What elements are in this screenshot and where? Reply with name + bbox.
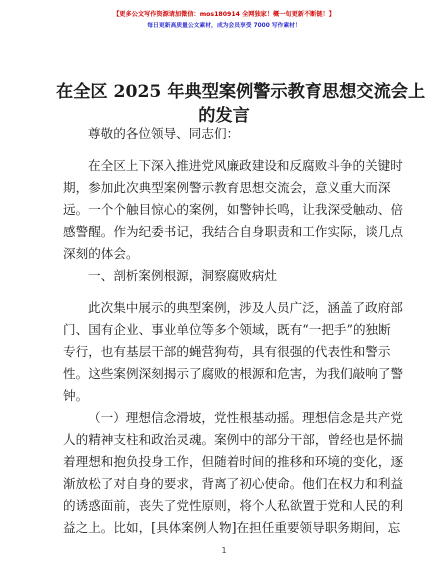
paragraph-line: 的诱惑面前，丧失了党性原则，将个人私欲置于党和人民的利 [63,498,404,513]
paragraph-line: 钟。 [63,388,89,403]
paragraph-line: 渐放松了对自身的要求，背离了初心使命。他们在权力和利益 [63,476,404,491]
title-line-2: 的发言 [198,106,250,126]
paragraph-line: 远。一个个触目惊心的案例，如警钟长鸣，让我深受触动、倍 [63,202,404,217]
paragraph-ideals [63,407,404,539]
paragraph-line: 期，参加此次典型案例警示教育思想交流会，意义重大而深 [63,180,391,195]
title-line-1: 在全区 2025 年典型案例警示教育思想交流会上 [56,82,426,102]
page-number: 1 [221,546,227,555]
paragraph-cases [63,297,404,407]
paragraph-line: 在全区上下深入推进党风廉政建设和反腐败斗争的关键时 [88,158,403,173]
paragraph-line: 着理想和抱负投身工作，但随着时间的推移和环境的变化，逐 [63,454,404,469]
paragraph-line: 深刻的体会。 [63,246,139,261]
paragraph-line: 门、国有企业、事业单位等多个领域，既有“一把手”的独断 [63,322,391,337]
paragraph-line: 人的精神支柱和政治灵魂。案例中的部分干部，曾经也是怀揣 [63,432,404,447]
promo-banner-line-2: 每日更新高质量公文素材，成为会员享受 7000 写作素材！ [147,23,301,29]
paragraph-intro [63,155,404,265]
paragraph-line: 益之上。比如，[具体案例人物]在担任重要领导职务期间，忘 [63,520,401,535]
section-heading [63,265,385,287]
section-heading-text: 一、剖析案例根源，洞察腐败病灶 [88,268,277,283]
paragraph-line: 感警醒。作为纪委书记，我结合自身职责和工作实际，谈几点 [63,224,404,239]
paragraph-line: （一）理想信念滑坡，党性根基动摇。理想信念是共产党 [88,410,403,425]
paragraph-line: 专行，也有基层干部的蝇营狗苟，具有很强的代表性和警示 [63,344,391,359]
document-title [56,80,426,128]
paragraph-line: 此次集中展示的典型案例，涉及人员广泛，涵盖了政府部 [88,300,403,315]
salutation-line: 尊敬的各位领导、同志们： [88,126,240,141]
promo-banner-line-1: 【更多公文写作资源请加微信：mos180914 全网独家！概一旬更新不断链！】 [113,11,335,18]
salutation [63,123,385,145]
paragraph-line: 性。这些案例深刻揭示了腐败的根源和危害，为我们敲响了警 [63,366,404,381]
